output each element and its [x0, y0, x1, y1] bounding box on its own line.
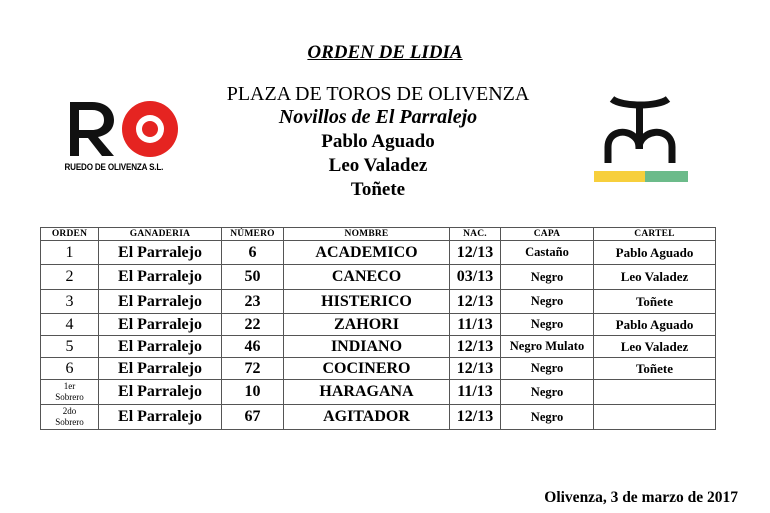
table-row — [41, 265, 716, 290]
table-row — [41, 405, 716, 430]
brand-mark-icon — [592, 95, 690, 185]
cell-nac: 11/13 — [450, 380, 501, 405]
cell-nac: 12/13 — [450, 405, 501, 430]
place-and-date: Olivenza, 3 de marzo de 2017 — [544, 489, 738, 506]
column-header-nombre: NOMBRE — [284, 228, 450, 241]
cell-nac: 12/13 — [450, 241, 501, 265]
cell-ganaderia: El Parralejo — [99, 405, 222, 430]
cell-capa: Negro Mulato — [501, 336, 594, 358]
ruedo-olivenza-logo — [62, 98, 184, 178]
cell-capa: Negro — [501, 380, 594, 405]
ro-logo-icon — [62, 98, 184, 160]
cell-ganaderia: El Parralejo — [99, 380, 222, 405]
cell-cartel: Toñete — [594, 290, 716, 314]
cell-nombre: INDIANO — [284, 336, 450, 358]
cell-numero: 72 — [222, 358, 284, 380]
cell-orden: 6 — [41, 358, 99, 380]
cell-nombre: HISTERICO — [284, 290, 450, 314]
cell-capa: Negro — [501, 314, 594, 336]
table-row — [41, 241, 716, 265]
cell-ganaderia: El Parralejo — [99, 290, 222, 314]
orden-line-2: Sobrero — [55, 417, 84, 427]
column-header-ganaderia: GANADERIA — [99, 228, 222, 241]
column-header-cartel: CARTEL — [594, 228, 716, 241]
cell-ganaderia: El Parralejo — [99, 241, 222, 265]
column-header-numero: NÚMERO — [222, 228, 284, 241]
cell-nombre: ZAHORI — [284, 314, 450, 336]
cell-numero: 67 — [222, 405, 284, 430]
cell-nombre: ACADEMICO — [284, 241, 450, 265]
cell-capa: Negro — [501, 290, 594, 314]
cell-orden — [41, 405, 99, 430]
cell-nombre: HARAGANA — [284, 380, 450, 405]
cell-ganaderia: El Parralejo — [99, 336, 222, 358]
cell-capa: Negro — [501, 358, 594, 380]
logo-caption: RUEDO DE OLIVENZA S.L. — [64, 162, 164, 173]
cell-orden — [41, 380, 99, 405]
cell-nac: 12/13 — [450, 290, 501, 314]
cell-capa: Negro — [501, 265, 594, 290]
table-row — [41, 314, 716, 336]
matador-3: Toñete — [350, 179, 406, 200]
cell-orden: 3 — [41, 290, 99, 314]
cell-numero: 10 — [222, 380, 284, 405]
cell-cartel: Leo Valadez — [594, 265, 716, 290]
table-row — [41, 380, 716, 405]
cell-numero: 50 — [222, 265, 284, 290]
cell-orden: 4 — [41, 314, 99, 336]
matador-1: Pablo Aguado — [321, 131, 435, 152]
brand-mark-logo — [592, 95, 690, 185]
table-row — [41, 290, 716, 314]
document-title: ORDEN DE LIDIA — [307, 42, 463, 63]
cell-numero: 22 — [222, 314, 284, 336]
cell-cartel: Toñete — [594, 358, 716, 380]
cell-nac: 12/13 — [450, 336, 501, 358]
column-header-orden: ORDEN — [41, 228, 99, 241]
cell-cartel: Pablo Aguado — [594, 241, 716, 265]
cell-nac: 11/13 — [450, 314, 501, 336]
cell-cartel: Leo Valadez — [594, 336, 716, 358]
cell-nac: 12/13 — [450, 358, 501, 380]
orden-line-1: 1er — [63, 381, 76, 391]
table-row — [41, 358, 716, 380]
cell-nac: 03/13 — [450, 265, 501, 290]
cell-cartel: Pablo Aguado — [594, 314, 716, 336]
orden-line-1: 2do — [62, 406, 77, 416]
cell-orden: 2 — [41, 265, 99, 290]
cell-nombre: COCINERO — [284, 358, 450, 380]
table-row — [41, 336, 716, 358]
cell-cartel — [594, 380, 716, 405]
cell-ganaderia: El Parralejo — [99, 314, 222, 336]
cell-numero: 23 — [222, 290, 284, 314]
cell-cartel — [594, 405, 716, 430]
cell-orden: 1 — [41, 241, 99, 265]
event-subtitle: Novillos de El Parralejo — [278, 106, 478, 128]
matador-2: Leo Valadez — [328, 155, 428, 176]
cell-ganaderia: El Parralejo — [99, 358, 222, 380]
cell-numero: 6 — [222, 241, 284, 265]
cell-nombre: AGITADOR — [284, 405, 450, 430]
cell-capa: Castaño — [501, 241, 594, 265]
orden-de-lidia-table — [40, 227, 716, 430]
column-header-capa: CAPA — [501, 228, 594, 241]
orden-line-2: Sobrero — [55, 392, 84, 402]
column-header-nac: NAC. — [450, 228, 501, 241]
table-header-row — [41, 228, 716, 241]
venue-name: PLAZA DE TOROS DE OLIVENZA — [226, 83, 530, 105]
cell-capa: Negro — [501, 405, 594, 430]
cell-numero: 46 — [222, 336, 284, 358]
cell-orden: 5 — [41, 336, 99, 358]
cell-nombre: CANECO — [284, 265, 450, 290]
cell-ganaderia: El Parralejo — [99, 265, 222, 290]
